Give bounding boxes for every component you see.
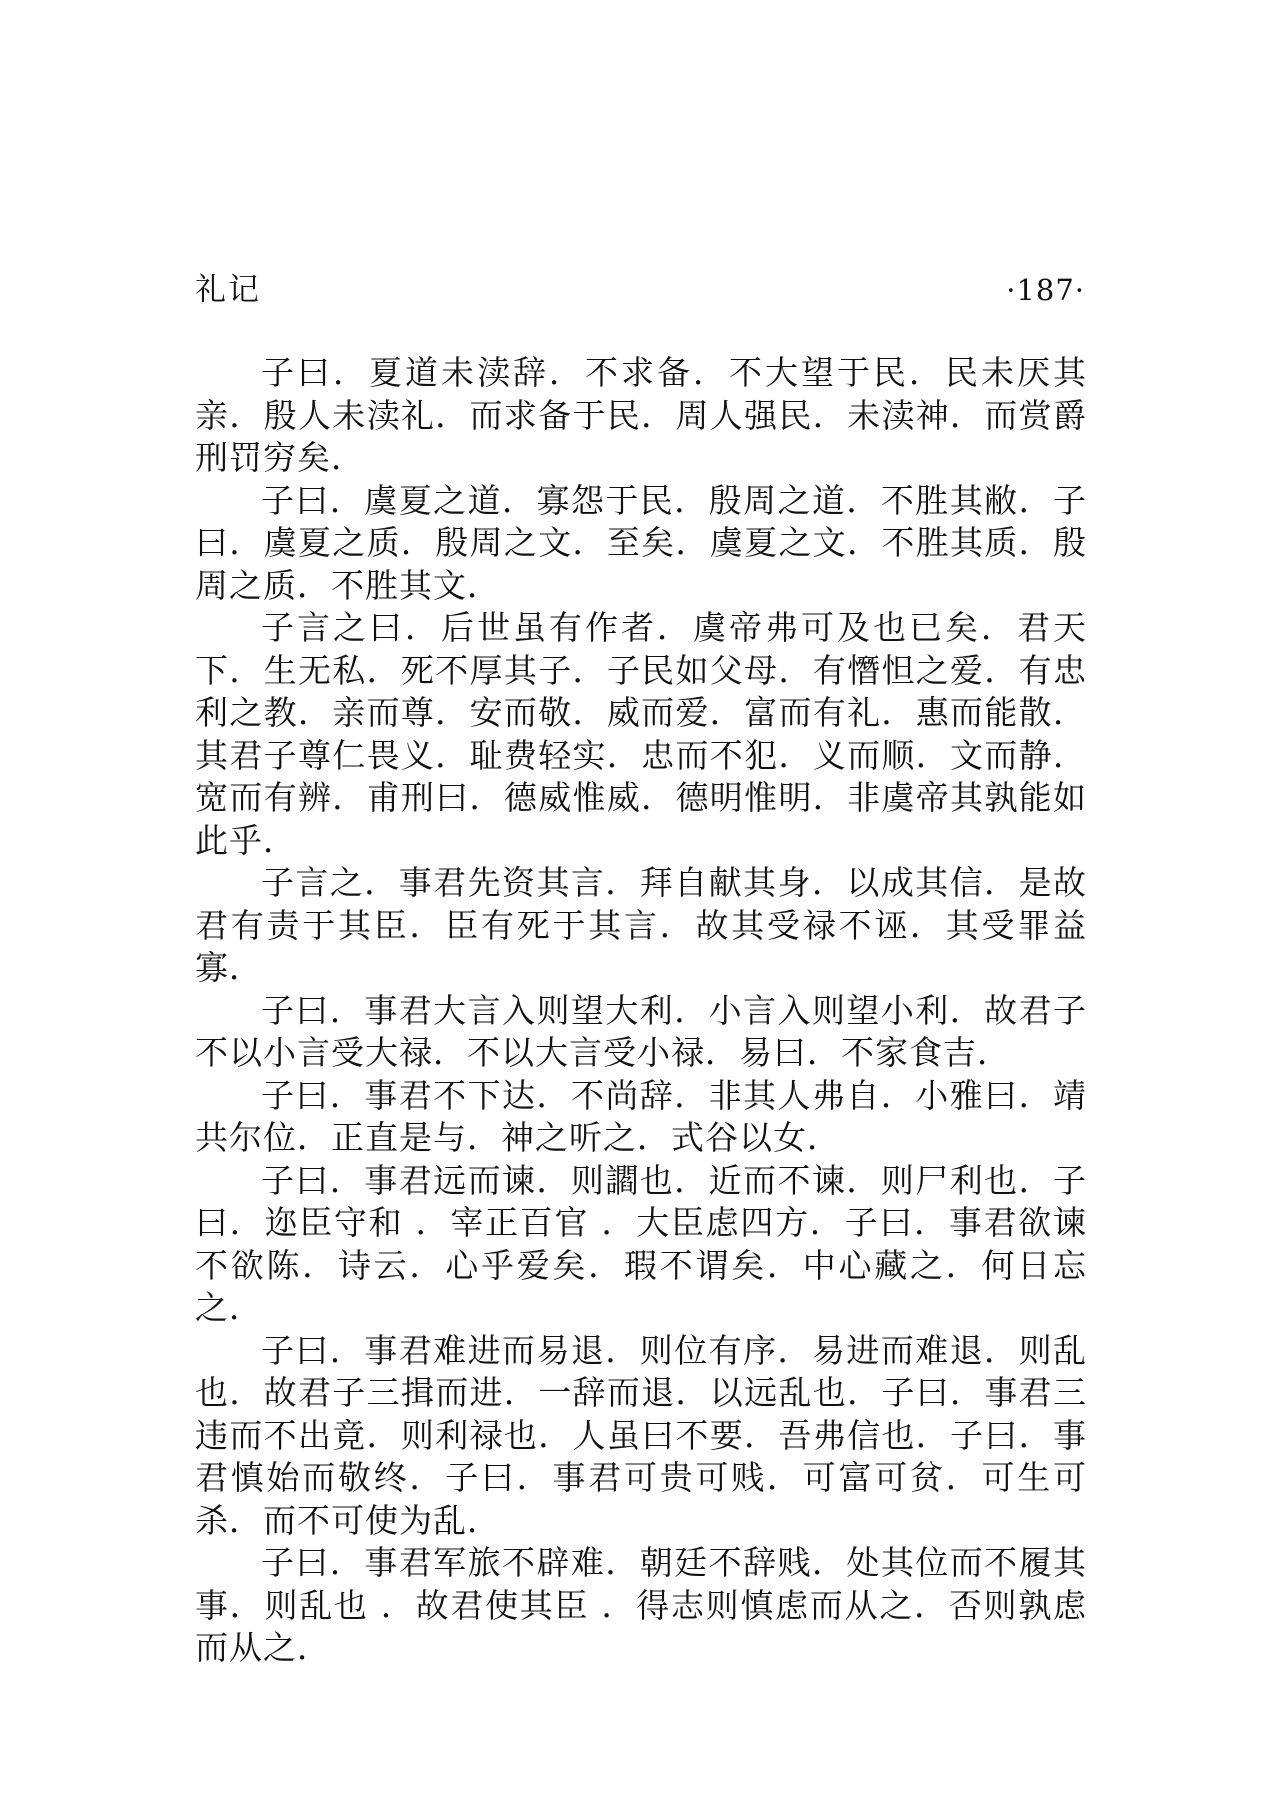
paragraph-1: 子曰．夏道未渎辞．不求备．不大望于民．民未厌其亲．殷人未渎礼．而求备于民．周人强民．未渎神．而赏爵刑罚穷矣． [195, 353, 1087, 477]
paragraph-6: 子曰．事君不下达．不尚辞．非其人弗自．小雅曰．靖共尔位．正直是与．神之听之．式谷以女． [195, 1075, 1087, 1157]
body-text [195, 352, 1087, 1670]
paragraph-5: 子曰．事君大言入则望大利．小言入则望小利．故君子不以小言受大禄．不以大言受小禄．易曰．不家食吉． [195, 990, 1087, 1072]
paragraph-8: 子曰．事君难进而易退．则位有序．易进而难退．则乱也．故君子三揖而进．一辞而退．以远乱也．子曰．事君三违而不出竟．则利禄也．人虽曰不要．吾弗信也．子曰．事君慎始而敬终．子曰．事君可贵可贱．可富可贫．可生可杀．而不可使为乱． [195, 1330, 1087, 1540]
paragraph-2: 子曰．虞夏之道．寡怨于民．殷周之道．不胜其敝．子曰．虞夏之质．殷周之文．至矣．虞夏之文．不胜其质．殷周之质．不胜其文． [195, 480, 1087, 605]
page-number: ·187· [1006, 273, 1085, 307]
paragraph-3: 子言之曰．后世虽有作者．虞帝弗可及也已矣．君天下．生无私．死不厚其子．子民如父母．有憯怛之爱．有忠利之教．亲而尊．安而敬．威而爱．富而有礼．惠而能散．其君子尊仁畏义．耻费轻实．忠而不犯．义而顺．文而静．宽而有辨．甫刑曰．德威惟威．德明惟明．非虞帝其孰能如此乎． [195, 608, 1087, 860]
paragraph-9: 子曰．事君军旅不辟难．朝廷不辞贱．处其位而不履其事．则乱也 ．故君使其臣 ．得志则慎虑而从之．否则孰虑而从之． [195, 1543, 1087, 1667]
paragraph-4: 子言之．事君先资其言．拜自献其身．以成其信．是故君有责于其臣．臣有死于其言．故其受禄不诬．其受罪益寡． [195, 863, 1087, 987]
running-title: 礼记 [195, 272, 261, 308]
paragraph-7: 子曰．事君远而谏．则讇也．近而不谏．则尸利也．子曰．迩臣守和 ．宰正百官 ．大臣虑四方．子曰．事君欲谏不欲陈．诗云．心乎爱矣．瑕不谓矣．中心藏之．何日忘之． [195, 1160, 1087, 1327]
